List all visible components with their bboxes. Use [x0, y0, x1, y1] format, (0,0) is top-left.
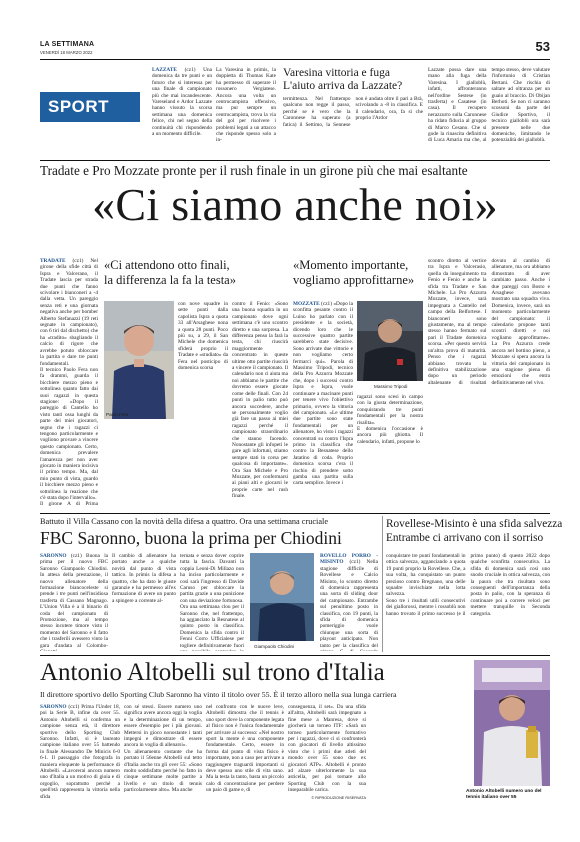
mid-right-headline — [386, 517, 563, 545]
bottom-col1: SARONNO (cz1) Prima l'Under 18, poi la Serie B, infine da over 55. Antonio Altobelli si conferma un campione senza età, il direttore sportivo dello Sporting Club Saronno. Infatti, si è laureato campione italiano over 55 battendo in finale Alessandro De Minicis 6-0 6-1. Il passaggio che fotografa in maniera eloquente la performance di Altobelli. «Lavorerai ancora numero uno d'Italia a un motivo di gioia e di orgoglio, soprattutto perché a quell'età rappresenta la vittoria nella sfida — [40, 704, 120, 800]
photo-paolo-fera — [104, 301, 174, 419]
top-headline-line1: Varesina vittoria e fuga — [283, 67, 390, 79]
top-story-col2: La Varesina in primis, la doppietta di Thomas Kate ha permesso di superare il rossonero Vergiatese. Ancora una volta un centrocampista offensivo, ma pur sempre un centrocampista, trova la via del gol per risolvere i problemi legati a un attacco che risponde spesso solo a in- — [216, 67, 276, 144]
main-left-col1: TRADATE (cz1) Nel girone della sfide città di Ispra e Valcerano, il Tradate lascia per strada due punti che fanno scivolare i bianconeri a -4 dalla vetta. Un pareggio senza reti e una giornata negativa anche per bomber Alberto Stefanazzi (19 reti segnate in campionato), con 6 tiri dal dischetto) che ha «tradito» sbagliando il calcio di rigore che avrebbe potuto sbloccare la partita e dare tre punti fondamentali. Il tecnico Paolo Fera non fa drammi, guarda il bicchiere mezzo pieno e sottolinea quanto fatto dai suoi ragazzi in questa stagione: «Dopo il pareggio di Cantello ho visto tanti ossa lunghi da parte dei miei giocatori, segno che i ragazzi ci tengono particolarmente e vogliono provare a vincere questo campionato. Certo, domenica prevalere l'amarezza per non aver giocato in maniera incisiva il primo tempo. Ma, dal mio punto di vista, guardo il bicchiere mezzo pieno e sottolinea la reazione che c'è stata dopo l'intervallo». Il girone A di Prima — [40, 258, 98, 508]
bottom-headline: Antonio Altobelli sul trono d'Italia — [40, 659, 385, 686]
photo-caption-tripodi: Massimo Tripodi — [374, 384, 408, 389]
page-number: 53 — [535, 39, 550, 54]
masthead — [40, 38, 550, 64]
main-left-quote — [104, 258, 288, 288]
quote-line2: la differenza la fa la testa» — [104, 273, 236, 287]
main-overline: Tradate e Pro Mozzate pronte per il rush finale in un girone più che mai esaltante — [40, 163, 468, 178]
photo-paolo-fera-image — [104, 301, 174, 419]
main-left-col3: contro il Fenio: «Sono una buona squadra in un campionato dove ogni settimana c'è uno scontro diretto e una sorpresa. La differenza penso la farà la testa, chi riuscirà maggiormente concentrato in queste ultime otto partite riuscirà a vincere il campionato. Il calendario non ci aiuta ma noi abbiamo le partite che dovremo essere giocate come delle finali. Con 24 punti in palio tutto può ancora succedere, anche se personalmente voglio già fare un passo ai miei ragazzi perché il campionato straordinario che stanno facendo. Nonostante gli infopeti le gare agli infortuni, stiamo sempre stati in corsa per qualcosa di importante». Ora San Michele e Pro Mozzate, per confermarsi ai piani alti e giocarsi le proprie carte nel rush finale. — [232, 301, 288, 500]
quote-line1: «Ci attendono otto finali, — [104, 258, 230, 272]
byline: © RIPRODUZIONE RISERVATA — [311, 795, 366, 800]
mid-right-col2: conquistare tre punti fondamentali in ottica salvezza, agganciando a quota 19 punti proprio la Rovellese. Che, a sua volta, ha conquistato un punto prezioso contro Bregnano, una delle squadre invischiate nella lotta salvezza. Sono tre i risultati utili consecutivi dei giallorossi, mentre i rossoblù non hanno trovato il primo successo (e il primo punto) di questo 2022 dopo qualche sconfitta consecutiva. La sfida di domenica sarà così uno snodo cruciale in ottica salvezza, con la paura che tra risultato sono conseguenti dell'importanza della posta in palio, con la speranza di continuare poi a correre veloci per mettere tranquille in Seconda categoria. — [386, 553, 550, 617]
section-rule-3 — [40, 655, 550, 656]
photo-caption-chiodini: Giampaolo Chiodini — [254, 644, 295, 649]
top-headline-line2: L'aiuto arriva da Lazzate? — [283, 80, 403, 92]
bottom-col2: con sé stessi. Essere numero uno significa avere ancora oggi la voglia e la determinazione di un tempo, essere d'esempio per i più giovani. Mettersi in gioco nonostante i tanti impegni e dimostrare di essere ancora in voglia di allenarsi». Un allenamento costante che ha portato il 56enne Altobelli sul tetto d'Italia anche tra gli over 55: «Sono molto soddisfatto perché ho fatto in cinque settimane molte partite a livello e un titolo di tennis particolarmente alto». Ma anche — [124, 704, 202, 794]
issue-date: VENERDÌ 18 MARZO 2022 — [40, 50, 93, 55]
quote-right-line1: «Momento importante, — [293, 258, 409, 272]
photo-antonio-altobelli — [474, 660, 550, 786]
photo-caption-fera: Paolo Fera — [106, 412, 129, 417]
top-story-col1: LAZZATE (cz1) Una domenica da tre punti e un futuro che si interessa per una finale di campionato più che mai incandescente. Vareseland e Ardor Lazzate hanno vissuto la scorsa settimana una domenica felice, chi nel segno della continuità chi rispondendo a un momento difficile. — [152, 67, 212, 138]
photo-altobelli-image — [474, 660, 550, 786]
photo-massimo-tripodi — [357, 301, 423, 381]
quote-right-line2: vogliamo approfittarne» — [293, 273, 415, 287]
main-right-col1: MOZZATE (cz1) «Dopo la sconfitta pesante contro il Luino ho parlato con il presidente e la società, dicendo loro che le successive quattro partite sarebbero state decisive. Sono arrivate due vittorie e non vogliamo certo fermarci qui». Parola di Massimo Tripodi, tecnico della Pro Azzurra Mozzate che, dopo i successi contro Ispra e Ispra, vuole continuare a macinare punti per tenere vivo l'obiettivo primario, ovvero la vittoria del campionato. «Le ultime due partite sono state fondamentali per un allenatore, ho visto i ragazzi concentrati su contro l'Ispra primo in classifica che contro la Besnatese dello Jatatino di coda. Proprio domenica scorsa c'era il rischio di prendere sotto gamba una partita sulla carta semplice. Invece i — [293, 301, 353, 487]
section-rule-2 — [40, 513, 550, 514]
mid-right-headline-line1: Rovellese-Misinto è una sfida salvezza — [386, 518, 563, 530]
paper-name: LA SETTIMANA — [40, 41, 95, 48]
mid-right-col1: ROVELLO PORRO - MISINTO (cz1) Nella stagione difficile di Rovellese e Calcio Misinto, lo scontro diretto di domenica rappresenta una sorta di sliding door del campionato. Entrambe sul penultimo posto in classifica, con 19 punti, la sfida di domenica pomeriggio vuole chiunque una sorta di playout anticipato. Non tanto per la classifica del — [320, 553, 378, 649]
main-right-col3: scontro diretto al vertice tra Ispra e Valcerasio, quella da inseguimento tra Fenio e Fenio e anche la sfida tra Tradate e San Michele. La Pro Azzurra Mozzate, invece, sarà impegnata a Cantello nel campo della Belfortese. I bianconeri sono giustamente, ma al tempo stesso hanno fermato sul pari il Tradate domenica scorsa. «Per questo servirà un'altra prova di maturità. Penso che i ragazzi abbiano trovato la definitiva stabilizzazione dopo un periodo altalenante di risultati dovuto al cambio di allenatore, ma ora abbiamo dimostrato di aver cambiato passo. Anche i due pareggi con Bosto e Arsaghese avevano mostrato una squadra viva. Domenica, invece, sarà un momento particolarmente del campionato: il calendario propone tanti scontri diretti e noi vogliamo approfittarne». La Pro Azzurra crede ancora nel bottino pieno, a Mozzate si spera ancora la vittoria del campionato in una stagione piena di emozioni che entra definitivamente nel vivo. — [428, 258, 550, 386]
column-divider — [382, 516, 383, 652]
mid-right-headline-line2: Entrambe ci arrivano con il sorriso — [386, 532, 544, 544]
masthead-rule — [40, 59, 550, 60]
top-story-col3: termittenza. Nel frattempo qualcuno non regge il passo, perché se è vero che la Caronnese ha superato (a fatica) il Settimo, la Sennese non è andata oltre il pari a Brà, scivolando a -8 in classifica. E il calendario, ora, fa sì che proprio l'Ardor — [283, 96, 423, 128]
bottom-col4: conseguenza, il set». Da una sfida all'altra, Altobelli sarà impegnato a fine mese a Manresa, dove si giocherà un torneo ITF: «Sarà un torneo particolarmente formativo per i ragazzi, dove ci si confronterà con giocatori di livello altissimo visto che i primi due atleti del mondo over 55 sono due ex giocatori ATP». Altobelli è pronto ad alzare ulteriormente la sua asticella, per poi tornare allo Sporting Club con la sua inseparabile carica. © RIPRODUZIONE RISERVATA — [288, 704, 366, 800]
photo-massimo-tripodi-image — [357, 301, 423, 381]
main-left-col2: con nove squadre in sette punti dalla capolista Ispra a quota 33 all'Arsaghese nona a quota 28 punti. Poco più su, a 29, il San Michele che domenica sfiderà proprio il Tradate e «studiato» da Fera nel posticipo di domenica scorsa — [178, 301, 228, 372]
main-right-col2: ragazzi sono scesi in campo con la giusta determinazione, conquistando tre punti fondamentali per la nostra risalita». E domenica l'occasione è ancora più ghiotta. Il calendario, infatti, propone lo — [357, 394, 423, 445]
mid-left-col3: ternata e senza dover coprire tutta la fascia. Davanti la coppia Leoni-Di Millazo non ha inciso particolarmente e così sarà l'ingresso di Davide Caruso per sbloccare la partita grazie a una punizione con una deviazione fortunosa. Ora una settimana clou per il Saronno che, nel frattempo, ha agganciato la Besnatese al quinto posto in classifica. Domenica la sfida contro il Fenni Corro Ufficialese per togliere definitivamente fuori — [180, 553, 244, 649]
mid-left-overline: Battuto il Villa Cassano con la novità della difesa a quattro. Ora una settimana cruciale — [40, 517, 329, 526]
section-badge — [40, 92, 140, 122]
mid-left-headline: FBC Saronno, buona la prima per Chiodini — [40, 528, 342, 548]
bottom-deck: Il direttore sportivo dello Sporting Club Saronno ha vinto il titolo over 55. È il terzo alloro nella sua lunga carriera — [40, 690, 397, 699]
main-headline: «Ci siamo anche noi» — [92, 179, 498, 230]
photo-chiodini-image — [250, 553, 314, 641]
bottom-col3: nel confronto con le nuove leve, Altobelli dimostra che il tennis è uno sport dove la componente legata al fisico non è l'unica fondamentale per arrivare al successo: «Nel nostro sport la mente è una componente fondamentale. Certo, essere in forma dal punto di vista fisico è importante, non a caso per arrivare a raggiungere traguardi importanti si deve spesso uno stile di vita sano. Ma la testa la tanto, basta un piccolo calo di concentrazione per perdere un paio di game e, di — [206, 704, 284, 794]
top-story-headline — [283, 67, 423, 93]
section-label: SPORT — [48, 97, 110, 116]
top-story-col4: Lazzate possa dare una mano alla fuga della Varesina. I gialloblù, infatti, affronteranno nell'ordine Sestese (in trasferta) e Casatese (in casa). Il recupero nerazzurro sulla Caronnese ha ridato fiducia al gruppo di Marco Cesano. Che si gode la rinascita definitiva di Luca Amaria ma che, al tempo stesso, deve valutare l'infortunio di Cristian Bertani. Che rischia di saltare ad oltranza per un guaio al braccio. Di Obijan Berhoti. Se non ci saranno scossoni da parte del Giudice Sportivo, il tecnico gialloblù ora sarà presente nelle due domeniche, limitando le potenzialità dei gialloblù. — [428, 67, 550, 144]
photo-giampaolo-chiodini — [250, 553, 314, 641]
mid-left-col1: SARONNO (cz1) Buona la prima per il nuovo FBC Saronno Giampaolo Chiodini. In attesa della prestazione, il nuovo allenatore della formazione biancoceleste si prende i tre punti nell'insidiosa trasferta di Cassano Magnago. L'Union Villa è a il binario di coda del campionato di Promozione, ma al tempo stesso incutere timore visto il momento del Saronno e il fatto che i trasferili avessero vinto la gara d'andata al Colombo- — [40, 553, 108, 649]
mid-left-col2: Il cambio di allenatore ha portato anche a qualche novità dal punto di vista tattico. In primis la difesa a quattro, che ha dato le giuste garanzie e ha permesso all'ex formazione di avere un punto a spingere a corrente al- — [112, 553, 176, 604]
section-rule-1 — [40, 160, 550, 161]
photo-caption-altobelli: Antonio Altobelli numero uno del tennis italiano over 55 — [466, 789, 542, 800]
